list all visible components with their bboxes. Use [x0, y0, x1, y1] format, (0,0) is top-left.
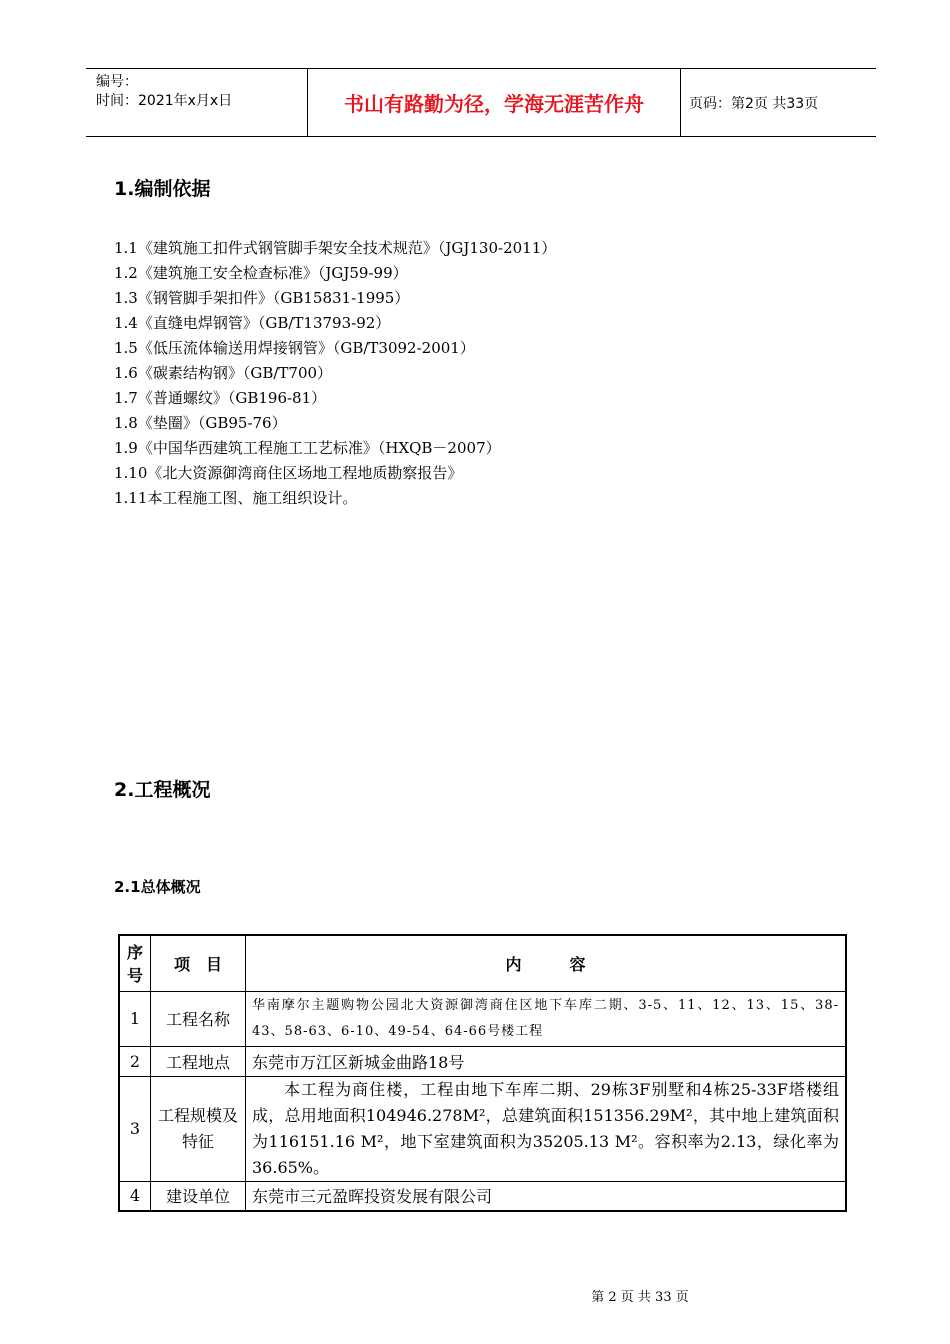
- table-row: [119, 1181, 846, 1211]
- row-item: 建设单位: [151, 1181, 246, 1211]
- reference-item: 1.9《中国华西建筑工程施工工艺标准》（HXQB－2007）: [114, 439, 501, 457]
- row-content: 华南摩尔主题购物公园北大资源御湾商住区地下车库二期、3-5、11、12、13、15、38-43、58-63、6-10、49-54、64-66号楼工程: [246, 991, 847, 1046]
- header-no: 序号: [119, 935, 151, 991]
- reference-item: 1.5《低压流体输送用焊接钢管》（GB/T3092-2001）: [114, 339, 475, 357]
- row-no: 3: [119, 1076, 151, 1181]
- section1-title: 1.编制依据: [114, 178, 211, 200]
- page-header: [86, 68, 876, 137]
- row-no: 2: [119, 1046, 151, 1076]
- header-content: 内 容: [246, 935, 847, 991]
- row-no: 1: [119, 991, 151, 1046]
- reference-item: 1.4《直缝电焊钢管》（GB/T13793-92）: [114, 314, 391, 332]
- reference-item: 1.2《建筑施工安全检查标准》（JGJ59-99）: [114, 264, 408, 282]
- header-motto: 书山有路勤为径，学海无涯苦作舟: [308, 69, 681, 136]
- overview-table: [118, 934, 847, 1212]
- reference-item: 1.8《垫圈》（GB95-76）: [114, 414, 287, 432]
- reference-item: 1.1《建筑施工扣件式钢管脚手架安全技术规范》（JGJ130-2011）: [114, 239, 557, 257]
- reference-list: [114, 236, 556, 511]
- row-item: 工程名称: [151, 991, 246, 1046]
- reference-item: 1.7《普通螺纹》（GB196-81）: [114, 389, 327, 407]
- page-footer: 第 2 页 共 33 页: [591, 1290, 689, 1305]
- table-row: [119, 1046, 846, 1076]
- row-content: 东莞市万江区新城金曲路18号: [246, 1046, 847, 1076]
- row-item: 工程地点: [151, 1046, 246, 1076]
- reference-item: 1.3《钢管脚手架扣件》（GB15831-1995）: [114, 289, 410, 307]
- row-no: 4: [119, 1181, 151, 1211]
- header-meta: [86, 69, 308, 136]
- header-page-info: 页码：第2页 共33页: [689, 95, 819, 112]
- header-time-label: 时间：2021年x月x日: [96, 93, 233, 109]
- header-item: 项 目: [151, 935, 246, 991]
- header-number-label: 编号：: [96, 74, 138, 90]
- section2-subtitle: 2.1总体概况: [114, 878, 201, 896]
- reference-item: 1.6《碳素结构钢》（GB/T700）: [114, 364, 333, 382]
- section2-title: 2.工程概况: [114, 779, 211, 801]
- table-row: [119, 1076, 846, 1181]
- reference-item: 1.11本工程施工图、施工组织设计。: [114, 489, 358, 507]
- table-row: [119, 991, 846, 1046]
- row-content: 东莞市三元盈晖投资发展有限公司: [246, 1181, 847, 1211]
- row-item: 工程规模及特征: [151, 1076, 246, 1181]
- reference-item: 1.10《北大资源御湾商住区场地工程地质勘察报告》: [114, 464, 463, 482]
- row-content: 本工程为商住楼，工程由地下车库二期、29栋3F别墅和4栋25-33F塔楼组成，总用地面积104946.278M²，总建筑面积151356.29M²，其中地上建筑面积为116151.16 M²，地下室建筑面积为35205.13 M²。容积率为2.13，绿化率为36.65%。: [246, 1076, 847, 1181]
- table-header-row: [119, 935, 846, 991]
